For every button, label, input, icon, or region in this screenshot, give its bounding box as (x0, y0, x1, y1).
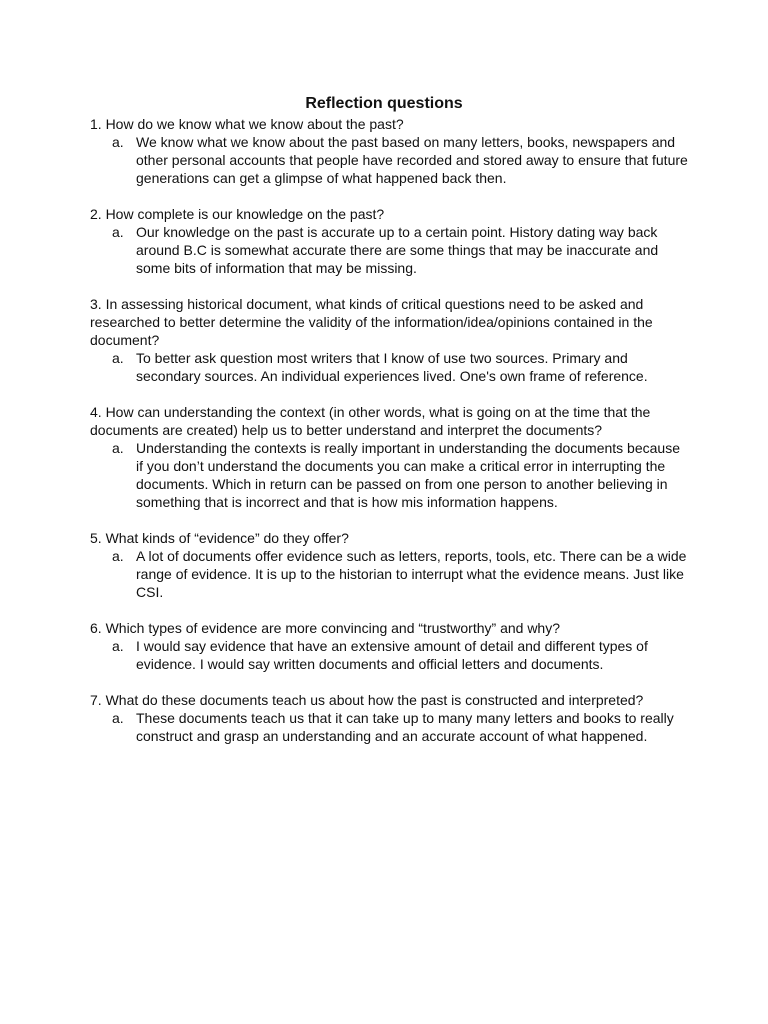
list-marker: a. (112, 710, 124, 726)
question-block-4 (90, 403, 690, 511)
answer-item (112, 133, 690, 187)
answer-item (112, 223, 690, 277)
question-text: 3. In assessing historical document, what kinds of critical questions need to be asked and researched to better determine the validity of the information/idea/opinions contained in the document? (90, 296, 653, 348)
answer-text: We know what we know about the past based on many letters, books, newspapers and other personal accounts that people have recorded and stored away to ensure that future generations can get a glimpse of what happened back then. (136, 134, 688, 186)
answer-item (112, 709, 690, 745)
question-text: 1. How do we know what we know about the past? (90, 116, 404, 132)
list-marker: a. (112, 440, 124, 456)
question-block-6 (90, 619, 690, 673)
question-text: 5. What kinds of “evidence” do they offer? (90, 530, 349, 546)
question-block-3 (90, 295, 690, 385)
answer-text: I would say evidence that have an extensive amount of detail and different types of evidence. I would say written documents and official letters and documents. (136, 638, 648, 672)
answer-item (112, 349, 690, 385)
question-block-1 (90, 115, 690, 187)
list-marker: a. (112, 224, 124, 240)
question-text: 6. Which types of evidence are more convincing and “trustworthy” and why? (90, 620, 561, 636)
answer-text: These documents teach us that it can take up to many many letters and books to really construct and grasp an understanding and an accurate account of what happened. (136, 710, 674, 744)
question-text: 4. How can understanding the context (in other words, what is going on at the time that the documents are created) help us to better understand and interpret the documents? (90, 404, 651, 438)
list-marker: a. (112, 350, 124, 366)
answer-item (112, 547, 690, 601)
answer-text: Understanding the contexts is really important in understanding the documents because if you don’t understand the documents you can make a critical error in interrupting the documents. Which in return can be passed on from one person to another believing in something that is incorrect and that is how mis information happens. (136, 440, 680, 510)
question-list (90, 115, 690, 745)
question-text: 7. What do these documents teach us about how the past is constructed and interpreted? (90, 692, 644, 708)
question-block-7 (90, 691, 690, 745)
answer-item (112, 439, 690, 511)
question-text: 2. How complete is our knowledge on the past? (90, 206, 385, 222)
list-marker: a. (112, 548, 124, 564)
answer-text: Our knowledge on the past is accurate up to a certain point. History dating way back around B.C is somewhat accurate there are some things that may be inaccurate and some bits of information that may be missing. (136, 224, 659, 276)
list-marker: a. (112, 134, 124, 150)
answer-item (112, 637, 690, 673)
answer-text: A lot of documents offer evidence such as letters, reports, tools, etc. There can be a wide range of evidence. It is up to the historian to interrupt what the evidence means. Just like CSI. (136, 548, 687, 600)
list-marker: a. (112, 638, 124, 654)
answer-text: To better ask question most writers that I know of use two sources. Primary and secondary sources. An individual experiences lived. One's own frame of reference. (136, 350, 648, 384)
question-block-5 (90, 529, 690, 601)
question-block-2 (90, 205, 690, 277)
page-title: Reflection questions (305, 95, 463, 112)
